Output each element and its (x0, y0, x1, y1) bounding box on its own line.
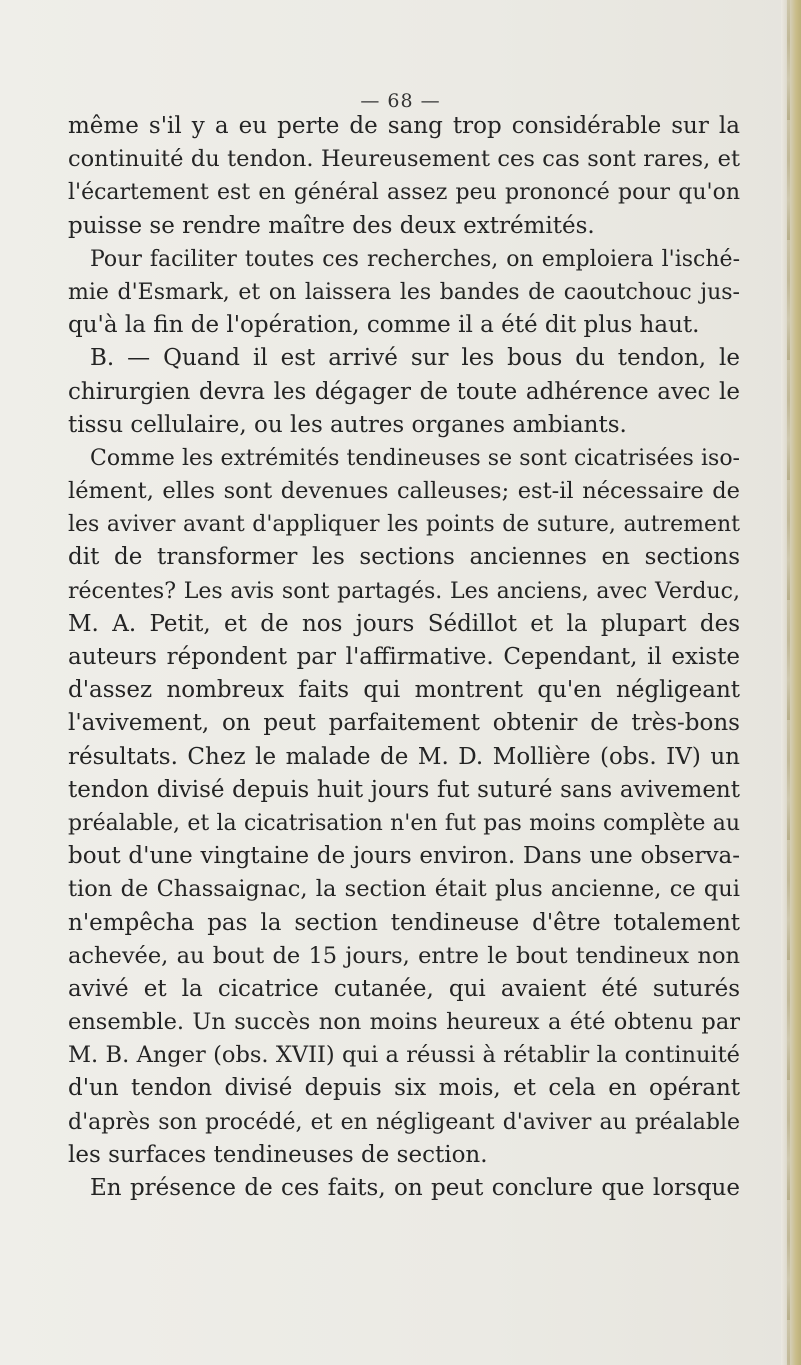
text-line: qu'à la fin de l'opération, comme il a été dit plus haut. (68, 312, 700, 339)
text-line: avivé et la cicatrice cutanée, qui avaient été suturés (68, 975, 740, 1002)
text-line: tion de Chassaignac, la section était plus ancienne, ce qui (68, 876, 740, 903)
text-line: lément, elles sont devenues calleuses; est-il nécessaire de (68, 478, 740, 505)
text-line: même s'il y a eu perte de sang trop considérable sur la (68, 113, 740, 139)
text-line: les aviver avant d'appliquer les points de suture, autrement (68, 512, 740, 538)
text-line: tendon divisé depuis huit jours fut suturé sans avivement (68, 776, 740, 803)
text-line: M. A. Petit, et de nos jours Sédillot et la plupart des (68, 610, 740, 637)
text-line: résultats. Chez le malade de M. D. Mollière (obs. IV) un (68, 743, 740, 770)
text-line: puisse se rendre maître des deux extrémités. (68, 212, 595, 239)
text-line: les surfaces tendineuses de section. (68, 1141, 488, 1168)
text-line: chirurgien devra les dégager de toute adhérence avec le (68, 378, 740, 405)
text-line: auteurs répondent par l'affirmative. Cependant, il existe (68, 644, 740, 670)
text-line: En présence de ces faits, on peut conclure que lorsque (90, 1175, 740, 1201)
text-line: l'avivement, on peut parfaitement obtenir de très-bons (68, 710, 740, 737)
page-number: — 68 — (360, 90, 441, 112)
page-edge (781, 0, 801, 1365)
text-line: Comme les extrémités tendineuses se sont cicatrisées iso- (90, 445, 740, 471)
text-line: mie d'Esmark, et on laissera les bandes de caoutchouc jus- (68, 279, 740, 305)
text-line: d'un tendon divisé depuis six mois, et cela en opérant (68, 1075, 740, 1102)
text-line: l'écartement est en général assez peu prononcé pour qu'on (68, 180, 740, 206)
text-line: continuité du tendon. Heureusement ces cas sont rares, et (68, 146, 740, 173)
text-line: achevée, au bout de 15 jours, entre le bout tendineux non (68, 942, 740, 969)
text-line: bout d'une vingtaine de jours environ. Dans une observa- (68, 843, 740, 870)
text-line: dit de transformer les sections anciennes en sections (68, 544, 740, 571)
text-line: tissu cellulaire, ou les autres organes ambiants. (68, 411, 627, 438)
text-line: préalable, et la cicatrisation n'en fut pas moins complète au (68, 810, 740, 836)
text-line: récentes? Les avis sont partagés. Les anciens, avec Verduc, (68, 578, 740, 604)
text-line: d'après son procédé, et en négligeant d'aviver au préalable (68, 1109, 740, 1135)
text-line: M. B. Anger (obs. XVII) qui a réussi à rétablir la continuité (68, 1042, 740, 1069)
text-line: n'empêcha pas la section tendineuse d'être totalement (68, 909, 740, 936)
text-line: Pour faciliter toutes ces recherches, on emploiera l'isché- (90, 246, 740, 272)
text-line: d'assez nombreux faits qui montrent qu'en négligeant (68, 677, 740, 704)
text-line: ensemble. Un succès non moins heureux a été obtenu par (68, 1009, 740, 1036)
body-text (68, 110, 740, 1205)
text-line: B. — Quand il est arrivé sur les bous du tendon, le (90, 345, 740, 372)
